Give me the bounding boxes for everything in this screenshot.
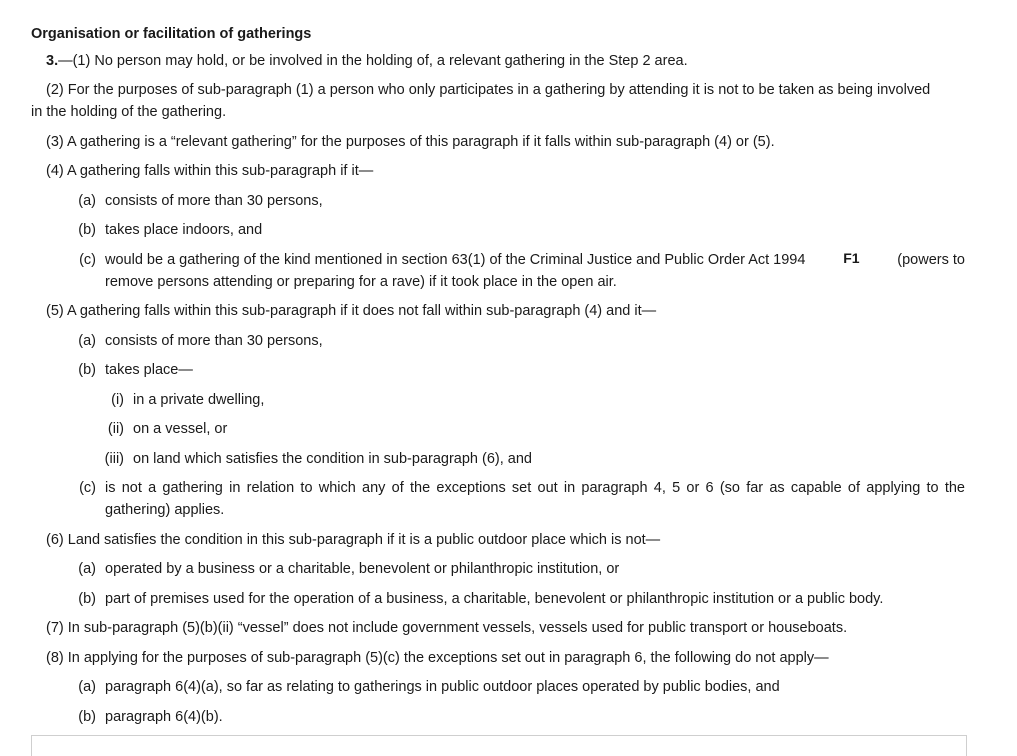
sub-5-b-i-label: (i) — [111, 392, 124, 408]
paragraph-dash: — — [58, 53, 73, 69]
sub-5-b-label: (b) — [78, 362, 96, 378]
sub-7: (7) In sub-paragraph (5)(b)(ii) “vessel” does not include government vessels, vessels used for public transport or houseboats. — [46, 620, 848, 636]
sub-4-b-label: (b) — [78, 222, 96, 238]
sub-4-a-label: (a) — [78, 193, 96, 209]
paragraph-3-sub-1 — [46, 50, 688, 72]
sub-5-b-i-text: in a private dwelling, — [133, 392, 265, 408]
sub-8-b-text: paragraph 6(4)(b). — [105, 709, 223, 725]
sub-5-c-line-1: is not a gathering in relation to which any of the exceptions set out in paragraph 4, 5 or 6 (so far as capable of applying to the — [105, 480, 965, 496]
sub-8-a-text: paragraph 6(4)(a), so far as relating to gatherings in public outdoor places operated by public bodies, and — [105, 679, 780, 695]
sub-5-a-label: (a) — [78, 333, 96, 349]
sub-8-intro: (8) In applying for the purposes of sub-paragraph (5)(c) the exceptions set out in paragraph 6, the following do not apply— — [46, 650, 829, 666]
sub-5-b-iii-text: on land which satisfies the condition in sub-paragraph (6), and — [133, 451, 532, 467]
sub-2-line-2: in the holding of the gathering. — [31, 104, 227, 120]
sub-2-line-1: (2) For the purposes of sub-paragraph (1) a person who only participates in a gathering by attending it is not to be taken as being involved — [46, 82, 931, 98]
sub-4-c-line-2: remove persons attending or preparing for a rave) if it took place in the open air. — [105, 274, 617, 290]
sub-6-a-text: operated by a business or a charitable, benevolent or philanthropic institution, or — [105, 561, 620, 577]
sub-8-a-label: (a) — [78, 679, 96, 695]
sub-8-b-label: (b) — [78, 709, 96, 725]
sub-3: (3) A gathering is a “relevant gathering” for the purposes of this paragraph if it falls within sub-paragraph (4) or (5). — [46, 134, 775, 150]
sub-4-c-line-1 — [105, 249, 965, 271]
sub-5-b-ii-label: (ii) — [107, 421, 124, 437]
sub-6-a-label: (a) — [78, 561, 96, 577]
next-section-box — [31, 735, 967, 756]
sub-5-intro: (5) A gathering falls within this sub-paragraph if it does not fall within sub-paragraph (4) and it— — [46, 303, 657, 319]
sub-4-c-label: (c) — [79, 252, 96, 268]
footnote-link-f1[interactable]: F1 — [843, 250, 860, 266]
sub-5-c-label: (c) — [79, 480, 96, 496]
sub-5-c-line-2: gathering) applies. — [105, 502, 225, 518]
sub-4-b-text: takes place indoors, and — [105, 222, 263, 238]
sub-4-c-text-after: (powers to — [897, 252, 965, 268]
sub-6-intro: (6) Land satisfies the condition in this sub-paragraph if it is a public outdoor place which is not— — [46, 532, 661, 548]
sub-5-b-iii-label: (iii) — [104, 451, 124, 467]
paragraph-number: 3. — [46, 53, 59, 69]
sub-5-b-ii-text: on a vessel, or — [133, 421, 228, 437]
sub-5-b-text: takes place— — [105, 362, 193, 378]
sub-4-a-text: consists of more than 30 persons, — [105, 193, 323, 209]
sub-6-b-text: part of premises used for the operation of a business, a charitable, benevolent or philanthropic institution or a public body. — [105, 591, 884, 607]
sub-4-intro: (4) A gathering falls within this sub-paragraph if it— — [46, 163, 374, 179]
sub-5-a-text: consists of more than 30 persons, — [105, 333, 323, 349]
section-heading: Organisation or facilitation of gatherings — [31, 26, 312, 42]
paragraph-3-sub-1-text: (1) No person may hold, or be involved in the holding of, a relevant gathering in the Step 2 area. — [72, 53, 688, 69]
sub-6-b-label: (b) — [78, 591, 96, 607]
sub-4-c-text-before: would be a gathering of the kind mentioned in section 63(1) of the Criminal Justice and Public Order Act 1994 — [105, 252, 806, 268]
